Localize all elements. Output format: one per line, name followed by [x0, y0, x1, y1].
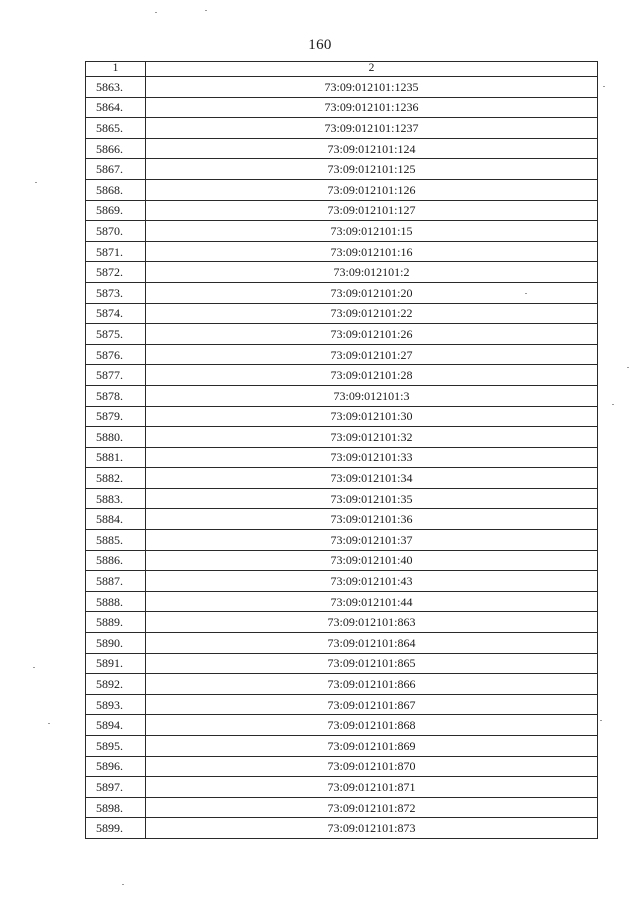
table-row: [86, 427, 598, 448]
row-index-cell: 5884.: [86, 509, 146, 530]
scan-speck: [627, 367, 629, 368]
row-index-cell: 5887.: [86, 571, 146, 592]
table-row: [86, 818, 598, 839]
table-row: [86, 736, 598, 757]
row-index-cell: 5871.: [86, 241, 146, 262]
cadastral-number-cell: 73:09:012101:28: [146, 365, 598, 386]
table-row: [86, 282, 598, 303]
row-index-cell: 5879.: [86, 406, 146, 427]
table-row: [86, 777, 598, 798]
table-row: [86, 550, 598, 571]
row-index-cell: 5890.: [86, 633, 146, 654]
table-row: [86, 406, 598, 427]
table-row: [86, 365, 598, 386]
table-row: [86, 179, 598, 200]
row-index-cell: 5898.: [86, 797, 146, 818]
table-row: [86, 262, 598, 283]
row-index-cell: 5869.: [86, 200, 146, 221]
cadastral-number-cell: 73:09:012101:127: [146, 200, 598, 221]
row-index-cell: 5892.: [86, 674, 146, 695]
table-row: [86, 303, 598, 324]
table-body: [86, 77, 598, 839]
page-number: 160: [308, 37, 332, 53]
scan-speck: [205, 10, 207, 11]
cadastral-number-cell: 73:09:012101:44: [146, 591, 598, 612]
row-index-cell: 5876.: [86, 344, 146, 365]
row-index-cell: 5864.: [86, 97, 146, 118]
scan-speck: [48, 723, 50, 724]
cadastral-number-cell: 73:09:012101:22: [146, 303, 598, 324]
cadastral-number-cell: 73:09:012101:40: [146, 550, 598, 571]
table-row: [86, 138, 598, 159]
row-index-cell: 5893.: [86, 694, 146, 715]
cadastral-number-cell: 73:09:012101:868: [146, 715, 598, 736]
cadastral-number-cell: 73:09:012101:30: [146, 406, 598, 427]
row-index-cell: 5870.: [86, 221, 146, 242]
cadastral-number-cell: 73:09:012101:866: [146, 674, 598, 695]
row-index-cell: 5873.: [86, 282, 146, 303]
cadastral-number-cell: 73:09:012101:865: [146, 653, 598, 674]
scan-speck: [155, 12, 157, 13]
table-row: [86, 797, 598, 818]
row-index-cell: 5868.: [86, 179, 146, 200]
cadastral-number-cell: 73:09:012101:873: [146, 818, 598, 839]
table-row: [86, 97, 598, 118]
table-row: [86, 674, 598, 695]
column-header-index: 1: [86, 62, 146, 77]
table-row: [86, 77, 598, 98]
cadastral-number-cell: 73:09:012101:1237: [146, 118, 598, 139]
scan-speck: [600, 720, 602, 721]
table-header-row: [86, 62, 598, 77]
table-row: [86, 509, 598, 530]
table-row: [86, 447, 598, 468]
row-index-cell: 5897.: [86, 777, 146, 798]
table-row: [86, 324, 598, 345]
cadastral-number-cell: 73:09:012101:26: [146, 324, 598, 345]
cadastral-number-cell: 73:09:012101:872: [146, 797, 598, 818]
row-index-cell: 5863.: [86, 77, 146, 98]
cadastral-number-cell: 73:09:012101:864: [146, 633, 598, 654]
table-row: [86, 612, 598, 633]
cadastral-number-cell: 73:09:012101:2: [146, 262, 598, 283]
cadastral-number-cell: 73:09:012101:16: [146, 241, 598, 262]
scan-speck: [603, 86, 605, 87]
table-row: [86, 221, 598, 242]
cadastral-number-cell: 73:09:012101:871: [146, 777, 598, 798]
table-row: [86, 159, 598, 180]
table-row: [86, 653, 598, 674]
row-index-cell: 5881.: [86, 447, 146, 468]
row-index-cell: 5880.: [86, 427, 146, 448]
table-row: [86, 756, 598, 777]
row-index-cell: 5878.: [86, 385, 146, 406]
cadastral-number-cell: 73:09:012101:33: [146, 447, 598, 468]
cadastral-number-cell: 73:09:012101:126: [146, 179, 598, 200]
cadastral-number-cell: 73:09:012101:32: [146, 427, 598, 448]
cadastral-number-cell: 73:09:012101:125: [146, 159, 598, 180]
table-row: [86, 571, 598, 592]
cadastral-number-cell: 73:09:012101:35: [146, 488, 598, 509]
cadastral-number-cell: 73:09:012101:36: [146, 509, 598, 530]
cadastral-number-cell: 73:09:012101:20: [146, 282, 598, 303]
table-row: [86, 715, 598, 736]
table-row: [86, 591, 598, 612]
cadastral-number-cell: 73:09:012101:869: [146, 736, 598, 757]
row-index-cell: 5889.: [86, 612, 146, 633]
row-index-cell: 5877.: [86, 365, 146, 386]
table-row: [86, 694, 598, 715]
table-row: [86, 633, 598, 654]
table-row: [86, 468, 598, 489]
cadastral-number-cell: 73:09:012101:863: [146, 612, 598, 633]
row-index-cell: 5886.: [86, 550, 146, 571]
table-row: [86, 118, 598, 139]
row-index-cell: 5883.: [86, 488, 146, 509]
row-index-cell: 5899.: [86, 818, 146, 839]
table-row: [86, 241, 598, 262]
row-index-cell: 5866.: [86, 138, 146, 159]
table-row: [86, 385, 598, 406]
cadastral-number-cell: 73:09:012101:34: [146, 468, 598, 489]
row-index-cell: 5872.: [86, 262, 146, 283]
row-index-cell: 5894.: [86, 715, 146, 736]
table-row: [86, 488, 598, 509]
row-index-cell: 5888.: [86, 591, 146, 612]
scan-speck: [122, 884, 124, 885]
row-index-cell: 5896.: [86, 756, 146, 777]
row-index-cell: 5867.: [86, 159, 146, 180]
table-row: [86, 200, 598, 221]
scan-speck: [35, 182, 37, 183]
row-index-cell: 5875.: [86, 324, 146, 345]
table-row: [86, 344, 598, 365]
row-index-cell: 5895.: [86, 736, 146, 757]
cadastral-number-cell: 73:09:012101:15: [146, 221, 598, 242]
cadastral-number-cell: 73:09:012101:124: [146, 138, 598, 159]
row-index-cell: 5891.: [86, 653, 146, 674]
table-row: [86, 530, 598, 551]
row-index-cell: 5882.: [86, 468, 146, 489]
cadastral-number-table: [85, 61, 598, 839]
cadastral-number-cell: 73:09:012101:1236: [146, 97, 598, 118]
row-index-cell: 5885.: [86, 530, 146, 551]
row-index-cell: 5874.: [86, 303, 146, 324]
cadastral-number-cell: 73:09:012101:43: [146, 571, 598, 592]
cadastral-number-cell: 73:09:012101:870: [146, 756, 598, 777]
scan-speck: [525, 293, 527, 294]
column-header-cadastral-number: 2: [146, 62, 598, 77]
cadastral-number-cell: 73:09:012101:3: [146, 385, 598, 406]
scan-speck: [33, 667, 35, 668]
cadastral-number-cell: 73:09:012101:867: [146, 694, 598, 715]
row-index-cell: 5865.: [86, 118, 146, 139]
cadastral-number-cell: 73:09:012101:27: [146, 344, 598, 365]
cadastral-number-cell: 73:09:012101:37: [146, 530, 598, 551]
cadastral-number-cell: 73:09:012101:1235: [146, 77, 598, 98]
scan-speck: [612, 404, 614, 405]
